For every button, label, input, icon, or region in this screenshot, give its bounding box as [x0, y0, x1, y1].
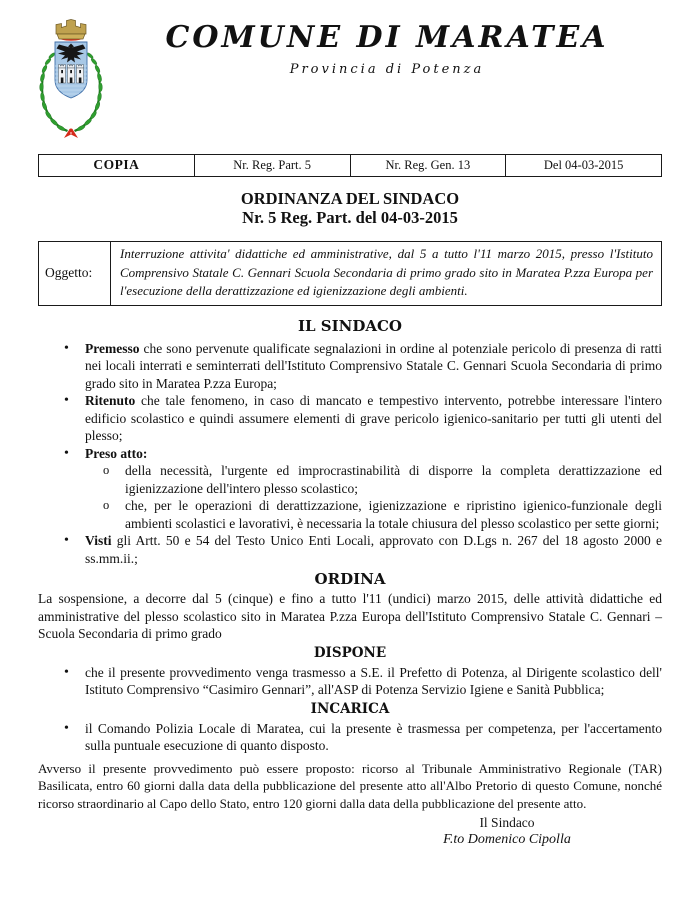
document-title-line1: ORDINANZA DEL SINDACO	[240, 189, 460, 208]
list-item: • che il presente provvedimento venga trasmesso a S.E. il Prefetto di Potenza, al Dirigente scolastico dell' Istituto Comprensivo “Casimiro Gennari”, all'ASP di Potenza Servizio Igiene e Sanità Pubblica;	[38, 664, 662, 699]
mural-crown-icon	[56, 20, 86, 40]
bullet-lead: Premesso	[85, 340, 140, 356]
registry-meta-table	[38, 154, 662, 177]
appeal-notice-paragraph: Avverso il presente provvedimento può essere proposto: ricorso al Tribunale Amministrativo Regionale (TAR) Basilicata, entro 60 giorni dalla data della pubblicazione del presente atto all'Albo Pretorio di questo Comune, nonché ricorso straordinario al Capo dello Stato, entro 120 giorni dalla data della pubblicazione del presente atto.	[38, 760, 662, 811]
dispone-bullet-list	[38, 664, 662, 699]
registry-date: Del 04-03-2015	[506, 155, 662, 177]
municipality-name: COMUNE DI MARATEA	[165, 20, 609, 55]
sub-list-item: o che, per le operazioni di derattizzazione, igienizzazione e ripristino igienico-funzionale degli ambienti scolastici e lavorativi, è necessaria la totale chiusura del plesso scolastico per sette giorni;	[85, 497, 662, 532]
subject-text: Interruzione attivita' didattiche ed amministrative, dal 5 a tutto l'11 marzo 2015, presso l'Istituto Comprensivo Statale C. Gennari Scuola Secondaria di primo grado sito in Maratea P.zza Europa per l'esecuzione della derattizzazione ed igienizzazione degli ambienti.	[111, 242, 662, 306]
document-header	[38, 8, 662, 148]
bullet-lead: Preso atto:	[85, 445, 148, 461]
section-heading-ordina: ORDINA	[314, 570, 386, 588]
ordina-paragraph: La sospensione, a decorre dal 5 (cinque) e fino a tutto l'11 (undici) marzo 2015, delle attività didattiche ed amministrative del plesso scolastico sito in Maratea P.zza Europa dell'Istituto Comprensivo Statale C. Gennari – Scuola Secondaria di primo grado	[38, 591, 662, 641]
shield-icon	[55, 42, 87, 98]
municipality-heading	[112, 8, 662, 77]
table-row	[39, 242, 662, 306]
subject-label: Oggetto:	[39, 242, 111, 306]
table-row	[39, 155, 662, 177]
document-title-line2: Nr. 5 Reg. Part. del 04-03-2015	[242, 208, 458, 227]
list-item-preso-atto	[38, 445, 662, 533]
list-item-visti	[38, 532, 662, 567]
incarica-bullet-list	[38, 720, 662, 755]
list-item-premesso	[38, 340, 662, 393]
bullet-lead: Visti	[85, 533, 112, 548]
signer-role: Il Sindaco	[479, 815, 535, 830]
bullet-lead: Ritenuto	[85, 393, 136, 408]
bullet-text: gli Artt. 50 e 54 del Testo Unico Enti Locali, approvato con D.Lgs n. 267 del 18 agosto 2000 e ss.mm.ii.;	[85, 533, 662, 566]
section-heading-il-sindaco: IL SINDACO	[298, 316, 402, 335]
section-heading-dispone: DISPONE	[313, 644, 387, 661]
signer-name: F.to Domenico Cipolla	[443, 832, 571, 847]
coat-of-arms-icon	[30, 8, 112, 138]
section-heading-incarica: INCARICA	[310, 700, 390, 717]
document-title	[38, 189, 662, 227]
reg-part-number: Nr. Reg. Part. 5	[194, 155, 350, 177]
reg-gen-number: Nr. Reg. Gen. 13	[350, 155, 506, 177]
bullet-text: che tale fenomeno, in caso di mancato e tempestivo intervento, potrebbe interessare l'intero edificio scolastico e quindi assumere elementi di grave pericolo igienico-sanitario per tutti gli utenti del plesso;	[85, 393, 662, 443]
list-item-ritenuto	[38, 392, 662, 445]
list-item: • il Comando Polizia Locale di Maratea, cui la presente è trasmessa per competenza, per l'accertamento sulla puntuale esecuzione di quanto disposto.	[38, 720, 662, 755]
province-name: Provincia di Potenza	[289, 62, 485, 77]
preso-atto-sublist	[85, 462, 662, 532]
copy-label: COPIA	[39, 155, 195, 177]
signature-block	[392, 814, 622, 848]
bullet-text: che sono pervenute qualificate segnalazioni in ordine al potenziale pericolo di presenza di ratti nei locali interrati e seminterrati dell'Istituto Comprensivo Statale C. Gennari Scuola Secondaria di primo grado sito in Maratea P.zza Europa;	[85, 340, 662, 391]
premise-bullet-list	[38, 340, 662, 568]
subject-box	[38, 241, 662, 306]
sub-list-item: o della necessità, l'urgente ed improcrastinabilità di disporre la completa derattizzazione ed igienizzazione dell'intero plesso scolastico;	[85, 462, 662, 497]
towers-icon	[59, 65, 84, 84]
